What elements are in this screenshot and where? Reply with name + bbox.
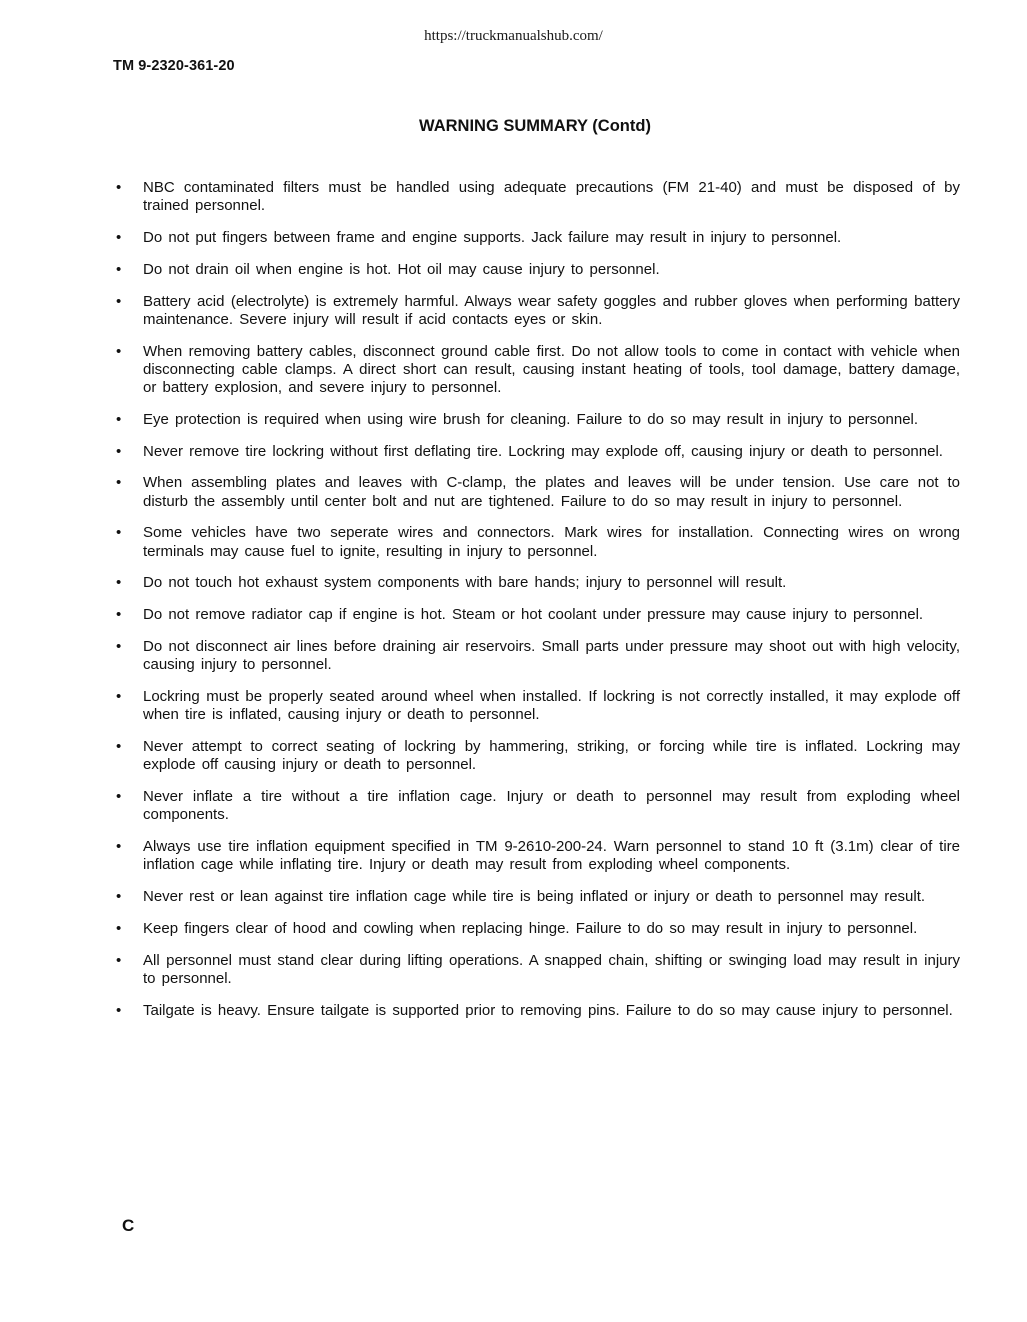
- warning-text: Keep fingers clear of hood and cowling when replacing hinge. Failure to do so may result in injury to personnel.: [143, 919, 918, 937]
- bullet-icon: •: [116, 179, 122, 196]
- warning-item: [115, 293, 960, 329]
- warning-item: [115, 952, 960, 988]
- page-number: C: [122, 1216, 135, 1235]
- bullet-icon: •: [116, 474, 122, 492]
- warning-item: [115, 738, 960, 774]
- warning-item: [115, 179, 960, 215]
- warning-item: [115, 343, 960, 398]
- bullet-icon: •: [116, 442, 122, 460]
- bullet-icon: •: [116, 737, 122, 755]
- warning-text: Never remove tire lockring without first deflating tire. Lockring may explode off, causing injury or death to personnel.: [143, 442, 943, 460]
- warning-text: When assembling plates and leaves with C-clamp, the plates and leaves will be under tension. Use care not to disturb the assembly until center bolt and nut are tightened. Failure to do so may result in injury to personnel.: [143, 474, 960, 510]
- warning-item: [115, 920, 960, 938]
- warning-text: Eye protection is required when using wire brush for cleaning. Failure to do so may result in injury to personnel.: [143, 410, 919, 428]
- warning-item: [115, 606, 960, 624]
- bullet-icon: •: [116, 919, 122, 937]
- warning-text: Always use tire inflation equipment specified in TM 9-2610-200-24. Warn personnel to stand 10 ft (3.1m) clear of tire inflation cage while inflating tire. Injury or death may result from exploding wheel components.: [143, 837, 960, 874]
- bullet-icon: •: [116, 292, 122, 310]
- bullet-icon: •: [116, 229, 122, 246]
- bullet-icon: •: [116, 687, 122, 705]
- bullet-icon: •: [116, 260, 122, 278]
- document-number: TM 9-2320-361-20: [113, 58, 235, 74]
- warning-item: [115, 474, 960, 510]
- source-url: https://truckmanualshub.com/: [424, 28, 603, 44]
- warning-item: [115, 411, 960, 429]
- bullet-icon: •: [116, 787, 122, 805]
- warning-text: When removing battery cables, disconnect ground cable first. Do not allow tools to come in contact with vehicle when disconnecting cable clamps. A direct short can result, causing instant heating of tools, tool damage, battery damage, or battery explosion, and severe injury to personnel.: [143, 342, 960, 396]
- warning-item: [115, 524, 960, 560]
- bullet-icon: •: [116, 1001, 122, 1019]
- warning-item: [115, 688, 960, 724]
- warning-item: [115, 443, 960, 461]
- warning-text: Never inflate a tire without a tire inflation cage. Injury or death to personnel may result from exploding wheel components.: [143, 787, 960, 824]
- warning-text: Never rest or lean against tire inflation cage while tire is being inflated or injury or death to personnel may result.: [143, 887, 926, 905]
- warning-text: Tailgate is heavy. Ensure tailgate is supported prior to removing pins. Failure to do so may cause injury to personnel.: [143, 1001, 953, 1019]
- warning-item: [115, 838, 960, 874]
- warning-item: [115, 574, 960, 592]
- bullet-icon: •: [116, 951, 122, 969]
- bullet-icon: •: [116, 606, 122, 624]
- warning-text: Do not touch hot exhaust system components with bare hands; injury to personnel will result.: [143, 574, 787, 592]
- bullet-icon: •: [116, 342, 122, 360]
- bullet-icon: •: [116, 637, 122, 655]
- warning-text: Battery acid (electrolyte) is extremely harmful. Always wear safety goggles and rubber gloves when performing battery maintenance. Severe injury will result if acid contacts eyes or skin.: [143, 292, 960, 328]
- warning-text: Some vehicles have two seperate wires and connectors. Mark wires for installation. Connecting wires on wrong terminals may cause fuel to ignite, resulting in injury to personnel.: [143, 524, 960, 560]
- bullet-icon: •: [116, 410, 122, 428]
- warning-text: All personnel must stand clear during lifting operations. A snapped chain, shifting or swinging load may result in injury to personnel.: [143, 951, 960, 987]
- warning-item: [115, 888, 960, 906]
- warning-item: [115, 229, 960, 247]
- warning-list: [115, 179, 960, 1033]
- bullet-icon: •: [116, 574, 122, 592]
- warning-item: [115, 788, 960, 824]
- warning-text: Do not disconnect air lines before draining air reservoirs. Small parts under pressure may shoot out with high velocity, causing injury to personnel.: [143, 637, 960, 674]
- warning-item: [115, 261, 960, 279]
- warning-text: Do not drain oil when engine is hot. Hot oil may cause injury to personnel.: [143, 260, 660, 278]
- bullet-icon: •: [116, 887, 122, 905]
- warning-text: NBC contaminated filters must be handled using adequate precautions (FM 21-40) and must be disposed of by trained personnel.: [143, 179, 960, 215]
- bullet-icon: •: [116, 524, 122, 542]
- page-title: WARNING SUMMARY (Contd): [419, 117, 651, 135]
- warning-item: [115, 1002, 960, 1020]
- warning-item: [115, 638, 960, 674]
- warning-text: Do not put fingers between frame and engine supports. Jack failure may result in injury to personnel.: [143, 229, 842, 246]
- warning-text: Never attempt to correct seating of lockring by hammering, striking, or forcing while tire is inflated. Lockring may explode off causing injury or death to personnel.: [143, 737, 960, 774]
- bullet-icon: •: [116, 837, 122, 855]
- warning-text: Lockring must be properly seated around wheel when installed. If lockring is not correctly installed, it may explode off when tire is inflated, causing injury or death to personnel.: [143, 687, 960, 724]
- warning-text: Do not remove radiator cap if engine is hot. Steam or hot coolant under pressure may cause injury to personnel.: [143, 606, 924, 624]
